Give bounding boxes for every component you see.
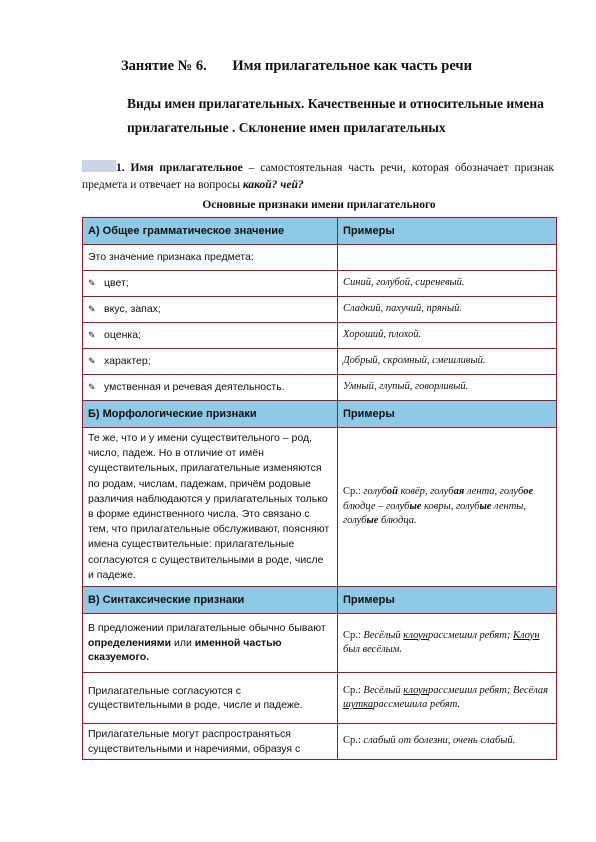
feature-example: Сладкий, пахучий, пряный. xyxy=(338,297,557,323)
intro-paragraph xyxy=(82,160,554,194)
syntax-example-cell: Ср.: слабый от болезни, очень слабый. xyxy=(338,724,557,760)
section-b-examples-title: Примеры xyxy=(338,401,557,428)
feature-example: Умный, глупый, говорливый. xyxy=(338,375,557,401)
lesson-number: Занятие № 6. xyxy=(121,58,207,74)
table-row xyxy=(83,428,557,587)
section-c-examples-title: Примеры xyxy=(338,587,557,614)
table-row xyxy=(83,673,557,724)
table-row xyxy=(83,271,557,297)
pen-icon: ✎ xyxy=(88,278,96,289)
feature-example: Синий, голубой, сиреневый. xyxy=(338,271,557,297)
feature-label: цвет; xyxy=(104,277,129,290)
meaning-cell: Это значение признака предмета: xyxy=(83,245,338,271)
table-row xyxy=(83,375,557,401)
section-a-examples-title: Примеры xyxy=(338,218,557,245)
feature-example: Добрый, скромный, смешливый. xyxy=(338,349,557,375)
pen-icon: ✎ xyxy=(88,330,96,341)
table-row xyxy=(83,614,557,673)
feature-example: Хороший, плохой. xyxy=(338,323,557,349)
intro-text: – самостоятельная часть речи, которая обозначает признак предмета и отвечает на вопросы xyxy=(82,162,555,191)
table-row xyxy=(83,323,557,349)
intro-number: 1. xyxy=(116,162,125,174)
syntax-text-cell: В предложении прилагательные обычно бывают определениями или именной частью сказуемого. xyxy=(83,614,338,673)
lesson-subtitle: Виды имен прилагательных. Качественные и относительные имена прилагательные . Склонение имен прилагательных xyxy=(127,96,544,135)
syntax-text-cell: Прилагательные могут распространяться существительными и наречиями, образуя с xyxy=(83,724,338,760)
features-table xyxy=(82,217,557,760)
pen-icon: ✎ xyxy=(88,304,96,315)
section-b-title: Б) Морфологические признаки xyxy=(83,401,338,428)
lesson-topic: Имя прилагательное как часть речи xyxy=(232,58,472,74)
section-c-header xyxy=(83,587,557,614)
table-row xyxy=(83,245,557,271)
table-row xyxy=(83,724,557,760)
intro-questions: какой? чей? xyxy=(242,179,304,191)
section-a-header xyxy=(83,218,557,245)
table-caption: Основные признаки имени прилагательного xyxy=(202,199,436,211)
example-prefix: Ср.: xyxy=(343,486,364,498)
highlight-marker xyxy=(82,160,116,172)
lesson-title xyxy=(121,58,472,75)
section-b-header xyxy=(83,401,557,428)
morph-example-text: голубой ковёр, голубая лента, голубое блюдце – голубые ковры, голубые ленты, голубые блюдца. xyxy=(343,486,534,527)
pen-icon: ✎ xyxy=(88,356,96,367)
section-a-title: А) Общее грамматическое значение xyxy=(83,218,338,245)
feature-label: характер; xyxy=(104,355,151,368)
feature-label: оценка; xyxy=(104,329,141,342)
intro-term: Имя прилагательное xyxy=(130,162,243,174)
feature-label: умственная и речевая деятельность. xyxy=(104,381,285,394)
syntax-text-cell: Прилагательные согласуются с существительными в роде, числе и падеже. xyxy=(83,673,338,724)
feature-label: вкус, запах; xyxy=(104,303,161,316)
syntax-example-cell: Ср.: Весёлый клоунрассмешил ребят; Клоун был весёлым. xyxy=(338,614,557,673)
morph-example-cell xyxy=(338,428,557,587)
section-c-title: В) Синтаксические признаки xyxy=(83,587,338,614)
syntax-example-cell: Ср.: Весёлый клоунрассмешил ребят; Весёлая шуткарассмешила ребят. xyxy=(338,673,557,724)
table-row xyxy=(83,349,557,375)
pen-icon: ✎ xyxy=(88,382,96,393)
morph-text-cell: Те же, что и у имени существительного – род, число, падеж. Но в отличие от имён существительных, прилагательные изменяются по родам, числам, падежам, причём родовые различия наблюдаются у прилагательных только в форме единственного числа. Это связано с тем, что прилагательные обслуживают, поясняют имена существительные: прилагательные согласуются с существительными в роде, числе и падеже. xyxy=(83,428,338,587)
table-row xyxy=(83,297,557,323)
